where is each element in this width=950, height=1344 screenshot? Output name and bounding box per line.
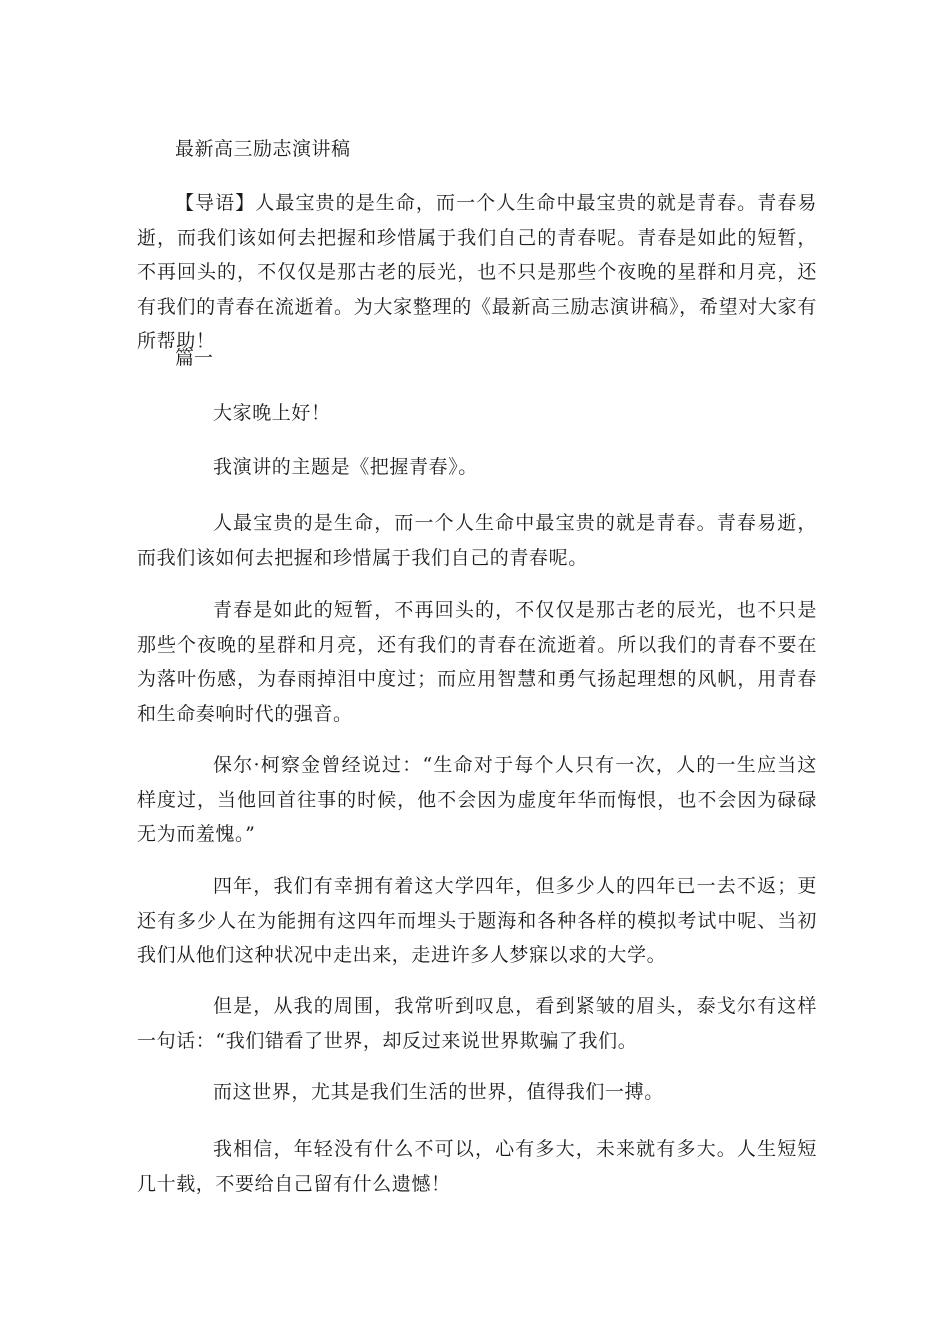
- body-paragraph: 保尔·柯察金曾经说过：“生命对于每个人只有一次，人的一生应当这样度过，当他回首往事的时候，他不会因为虚度年华而悔恨，也不会因为碌碌无为而羞愧。”: [137, 754, 817, 845]
- section-heading: 篇一: [175, 347, 214, 369]
- body-paragraph: 而这世界，尤其是我们生活的世界，值得我们一搏。: [213, 1081, 664, 1103]
- body-paragraph: 我相信，年轻没有什么不可以，心有多大，未来就有多大。人生短短几十载，不要给自己留有什么遗憾！: [137, 1138, 817, 1195]
- paragraph-topic: 我演讲的主题是《把握青春》。: [213, 456, 478, 478]
- intro-paragraph: 【导语】人最宝贵的是生命，而一个人生命中最宝贵的就是青春。青春易逝，而我们该如何去把握和珍惜属于我们自己的青春呢。青春是如此的短暂，不再回头的，不仅仅是那古老的辰光，也不只是那些个夜晚的星群和月亮，还有我们的青春在流逝着。为大家整理的《最新高三励志演讲稿》，希望对大家有所帮助！: [137, 192, 817, 352]
- document-title: 最新高三励志演讲稿: [175, 138, 351, 160]
- body-paragraph: 青春是如此的短暂，不再回头的，不仅仅是那古老的辰光，也不只是那些个夜晚的星群和月亮，还有我们的青春在流逝着。所以我们的青春不要在为落叶伤感，为春雨掉泪中度过；而应用智慧和勇气扬起理想的风帆，用青春和生命奏响时代的强音。: [137, 599, 817, 725]
- body-paragraph: 但是，从我的周围，我常听到叹息，看到紧皱的眉头，泰戈尔有这样一句话：“我们错看了世界，却反过来说世界欺骗了我们。: [137, 995, 817, 1052]
- paragraph-greeting: 大家晚上好！: [213, 402, 331, 424]
- body-paragraph: 四年，我们有幸拥有着这大学四年，但多少人的四年已一去不返；更还有多少人在为能拥有这四年而埋头于题海和各种各样的模拟考试中呢、当初我们从他们这种状况中走出来，走进许多人梦寐以求的大学。: [137, 875, 817, 966]
- body-paragraph: 人最宝贵的是生命，而一个人生命中最宝贵的就是青春。青春易逝，而我们该如何去把握和珍惜属于我们自己的青春呢。: [137, 512, 817, 569]
